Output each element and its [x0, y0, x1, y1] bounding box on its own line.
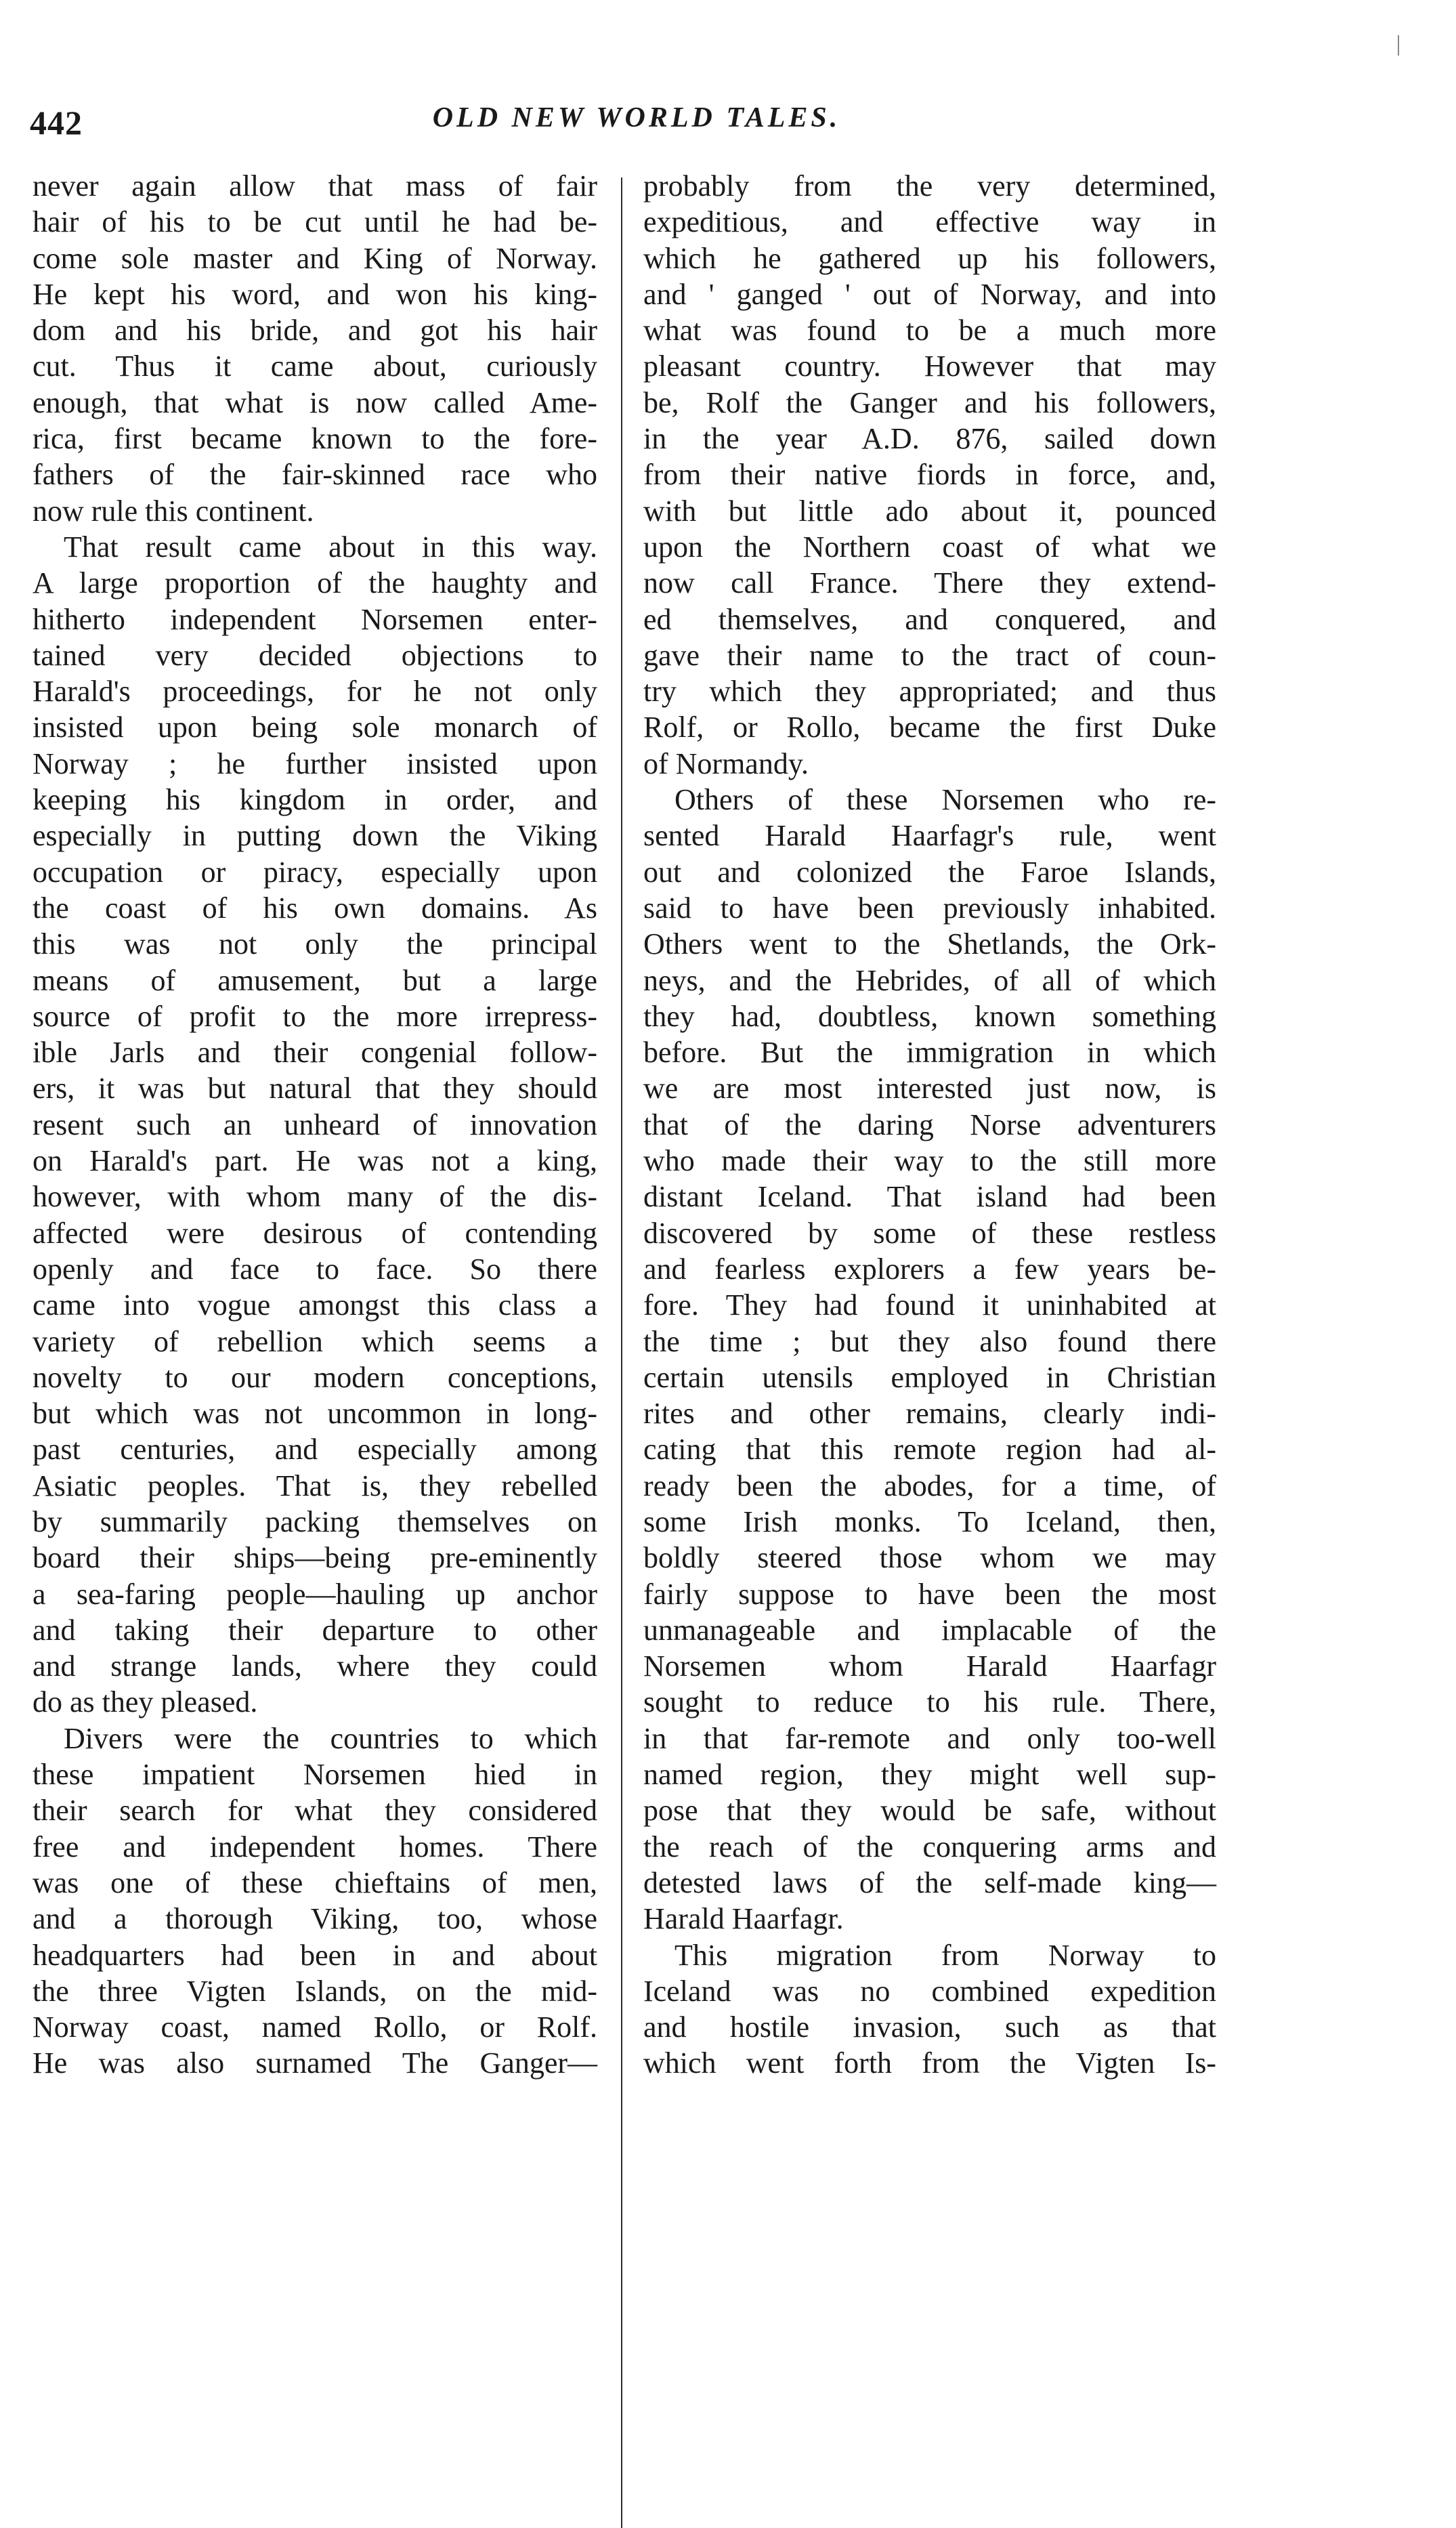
- text-line: we are most interested just now, is: [643, 1072, 1216, 1105]
- text-line: That result came about in this way.: [64, 530, 597, 564]
- text-line: variety of rebellion which seems a: [33, 1324, 597, 1358]
- text-line: Norsemen whom Harald Haarfagr: [643, 1649, 1216, 1683]
- text-line: He was also surnamed The Ganger—: [33, 2046, 597, 2080]
- text-line: insisted upon being sole monarch of: [33, 711, 597, 744]
- text-line: and strange lands, where they could: [33, 1649, 597, 1683]
- text-line: upon the Northern coast of what we: [643, 530, 1216, 564]
- text-line: past centuries, and especially among: [33, 1433, 597, 1467]
- text-line: This migration from Norway to: [675, 1938, 1216, 1972]
- text-line: Harald's proceedings, for he not only: [33, 675, 597, 709]
- text-line: sented Harald Haarfagr's rule, went: [643, 819, 1216, 853]
- text-line: a sea-faring people—hauling up anchor: [33, 1577, 597, 1611]
- text-line: their search for what they considered: [33, 1794, 597, 1828]
- left-column: [33, 168, 597, 2082]
- text-line: and ' ganged ' out of Norway, and into: [643, 277, 1216, 311]
- text-line: fairly suppose to have been the most: [643, 1577, 1216, 1611]
- text-line: openly and face to face. So there: [33, 1252, 597, 1286]
- text-line: free and independent homes. There: [33, 1830, 597, 1863]
- text-line: now rule this continent.: [33, 494, 314, 528]
- text-line: Asiatic peoples. That is, they rebelled: [33, 1469, 597, 1502]
- text-line: ible Jarls and their congenial follow-: [33, 1036, 597, 1070]
- text-line: headquarters had been in and about: [33, 1938, 597, 1972]
- text-line: ed themselves, and conquered, and: [643, 602, 1216, 636]
- text-line: never again allow that mass of fair: [33, 169, 597, 203]
- text-line: on Harald's part. He was not a king,: [33, 1144, 597, 1178]
- text-line: pose that they would be safe, without: [643, 1794, 1216, 1828]
- text-line: occupation or piracy, especially upon: [33, 855, 597, 889]
- text-line: and a thorough Viking, too, whose: [33, 1902, 597, 1936]
- text-line: rica, first became known to the fore-: [33, 422, 597, 456]
- text-line: probably from the very determined,: [643, 169, 1216, 203]
- text-line: Iceland was no combined expedition: [643, 1974, 1216, 2008]
- column-divider: [621, 177, 622, 2528]
- text-line: unmanageable and implacable of the: [643, 1613, 1216, 1647]
- text-line: was one of these chieftains of men,: [33, 1866, 597, 1899]
- text-line: affected were desirous of contending: [33, 1216, 597, 1250]
- text-line: come sole master and King of Norway.: [33, 241, 597, 275]
- text-line: Norway coast, named Rollo, or Rolf.: [33, 2010, 597, 2044]
- text-line: which he gathered up his followers,: [643, 241, 1216, 275]
- text-line: with but little ado about it, pounced: [643, 494, 1216, 528]
- text-line: ready been the abodes, for a time, of: [643, 1469, 1216, 1502]
- text-line: cut. Thus it came about, curiously: [33, 350, 597, 383]
- text-line: and hostile invasion, such as that: [643, 2010, 1216, 2044]
- text-line: Norway ; he further insisted upon: [33, 746, 597, 780]
- text-line: hair of his to be cut until he had be-: [33, 205, 597, 239]
- text-line: this was not only the principal: [33, 927, 597, 961]
- text-line: but which was not uncommon in long-: [33, 1397, 597, 1431]
- text-line: detested laws of the self-made king—: [643, 1866, 1216, 1899]
- text-line: especially in putting down the Viking: [33, 819, 597, 853]
- text-line: hitherto independent Norsemen enter-: [33, 602, 597, 636]
- text-line: these impatient Norsemen hied in: [33, 1758, 597, 1792]
- margin-mark: [1398, 35, 1399, 56]
- text-line: gave their name to the tract of coun-: [643, 638, 1216, 672]
- text-line: Harald Haarfagr.: [643, 1902, 844, 1936]
- text-line: board their ships—being pre-eminently: [33, 1541, 597, 1575]
- text-line: certain utensils employed in Christian: [643, 1360, 1216, 1394]
- text-line: expeditious, and effective way in: [643, 205, 1216, 239]
- text-line: be, Rolf the Ganger and his followers,: [643, 385, 1216, 419]
- running-title: OLD NEW WORLD TALES.: [432, 102, 841, 133]
- text-line: ers, it was but natural that they should: [33, 1072, 597, 1105]
- text-line: Others of these Norsemen who re-: [675, 783, 1216, 817]
- text-line: named region, they might well sup-: [643, 1758, 1216, 1792]
- text-line: by summarily packing themselves on: [33, 1504, 597, 1538]
- text-line: means of amusement, but a large: [33, 963, 597, 997]
- text-line: fathers of the fair-skinned race who: [33, 458, 597, 492]
- text-line: which went forth from the Vigten Is-: [643, 2046, 1216, 2080]
- text-line: out and colonized the Faroe Islands,: [643, 855, 1216, 889]
- text-line: who made their way to the still more: [643, 1144, 1216, 1178]
- text-line: boldly steered those whom we may: [643, 1541, 1216, 1575]
- text-line: pleasant country. However that may: [643, 350, 1216, 383]
- text-line: the time ; but they also found there: [643, 1324, 1216, 1358]
- text-line: the three Vigten Islands, on the mid-: [33, 1974, 597, 2008]
- text-line: distant Iceland. That island had been: [643, 1180, 1216, 1214]
- text-line: that of the daring Norse adventurers: [643, 1108, 1216, 1141]
- text-line: they had, doubtless, known something: [643, 999, 1216, 1033]
- text-line: and fearless explorers a few years be-: [643, 1252, 1216, 1286]
- text-line: sought to reduce to his rule. There,: [643, 1685, 1216, 1719]
- text-line: source of profit to the more irrepress-: [33, 999, 597, 1033]
- text-line: He kept his word, and won his king-: [33, 277, 597, 311]
- text-line: fore. They had found it uninhabited at: [643, 1288, 1216, 1322]
- text-line: rites and other remains, clearly indi-: [643, 1397, 1216, 1431]
- text-line: before. But the immigration in which: [643, 1036, 1216, 1070]
- text-line: resent such an unheard of innovation: [33, 1108, 597, 1141]
- text-line: novelty to our modern conceptions,: [33, 1360, 597, 1394]
- text-line: tained very decided objections to: [33, 638, 597, 672]
- text-line: dom and his bride, and got his hair: [33, 314, 597, 347]
- text-line: from their native fiords in force, and,: [643, 458, 1216, 492]
- text-line: cating that this remote region had al-: [643, 1433, 1216, 1467]
- text-line: enough, that what is now called Ame-: [33, 385, 597, 419]
- text-line: Others went to the Shetlands, the Ork-: [643, 927, 1216, 961]
- text-line: try which they appropriated; and thus: [643, 675, 1216, 709]
- text-line: Rolf, or Rollo, became the first Duke: [643, 711, 1216, 744]
- text-line: discovered by some of these restless: [643, 1216, 1216, 1250]
- text-line: some Irish monks. To Iceland, then,: [643, 1504, 1216, 1538]
- text-line: Divers were the countries to which: [64, 1721, 597, 1755]
- text-line: keeping his kingdom in order, and: [33, 783, 597, 817]
- text-line: however, with whom many of the dis-: [33, 1180, 597, 1214]
- text-line: of Normandy.: [643, 746, 809, 780]
- text-line: in that far-remote and only too-well: [643, 1721, 1216, 1755]
- text-line: in the year A.D. 876, sailed down: [643, 422, 1216, 456]
- page-number: 442: [30, 104, 83, 142]
- text-line: what was found to be a much more: [643, 314, 1216, 347]
- text-line: neys, and the Hebrides, of all of which: [643, 963, 1216, 997]
- text-line: do as they pleased.: [33, 1685, 258, 1719]
- text-line: the coast of his own domains. As: [33, 891, 597, 925]
- text-line: now call France. There they extend-: [643, 566, 1216, 600]
- text-line: the reach of the conquering arms and: [643, 1830, 1216, 1863]
- text-line: A large proportion of the haughty and: [33, 566, 597, 600]
- right-column: [643, 168, 1216, 2082]
- text-line: came into vogue amongst this class a: [33, 1288, 597, 1322]
- text-line: and taking their departure to other: [33, 1613, 597, 1647]
- text-line: said to have been previously inhabited.: [643, 891, 1216, 925]
